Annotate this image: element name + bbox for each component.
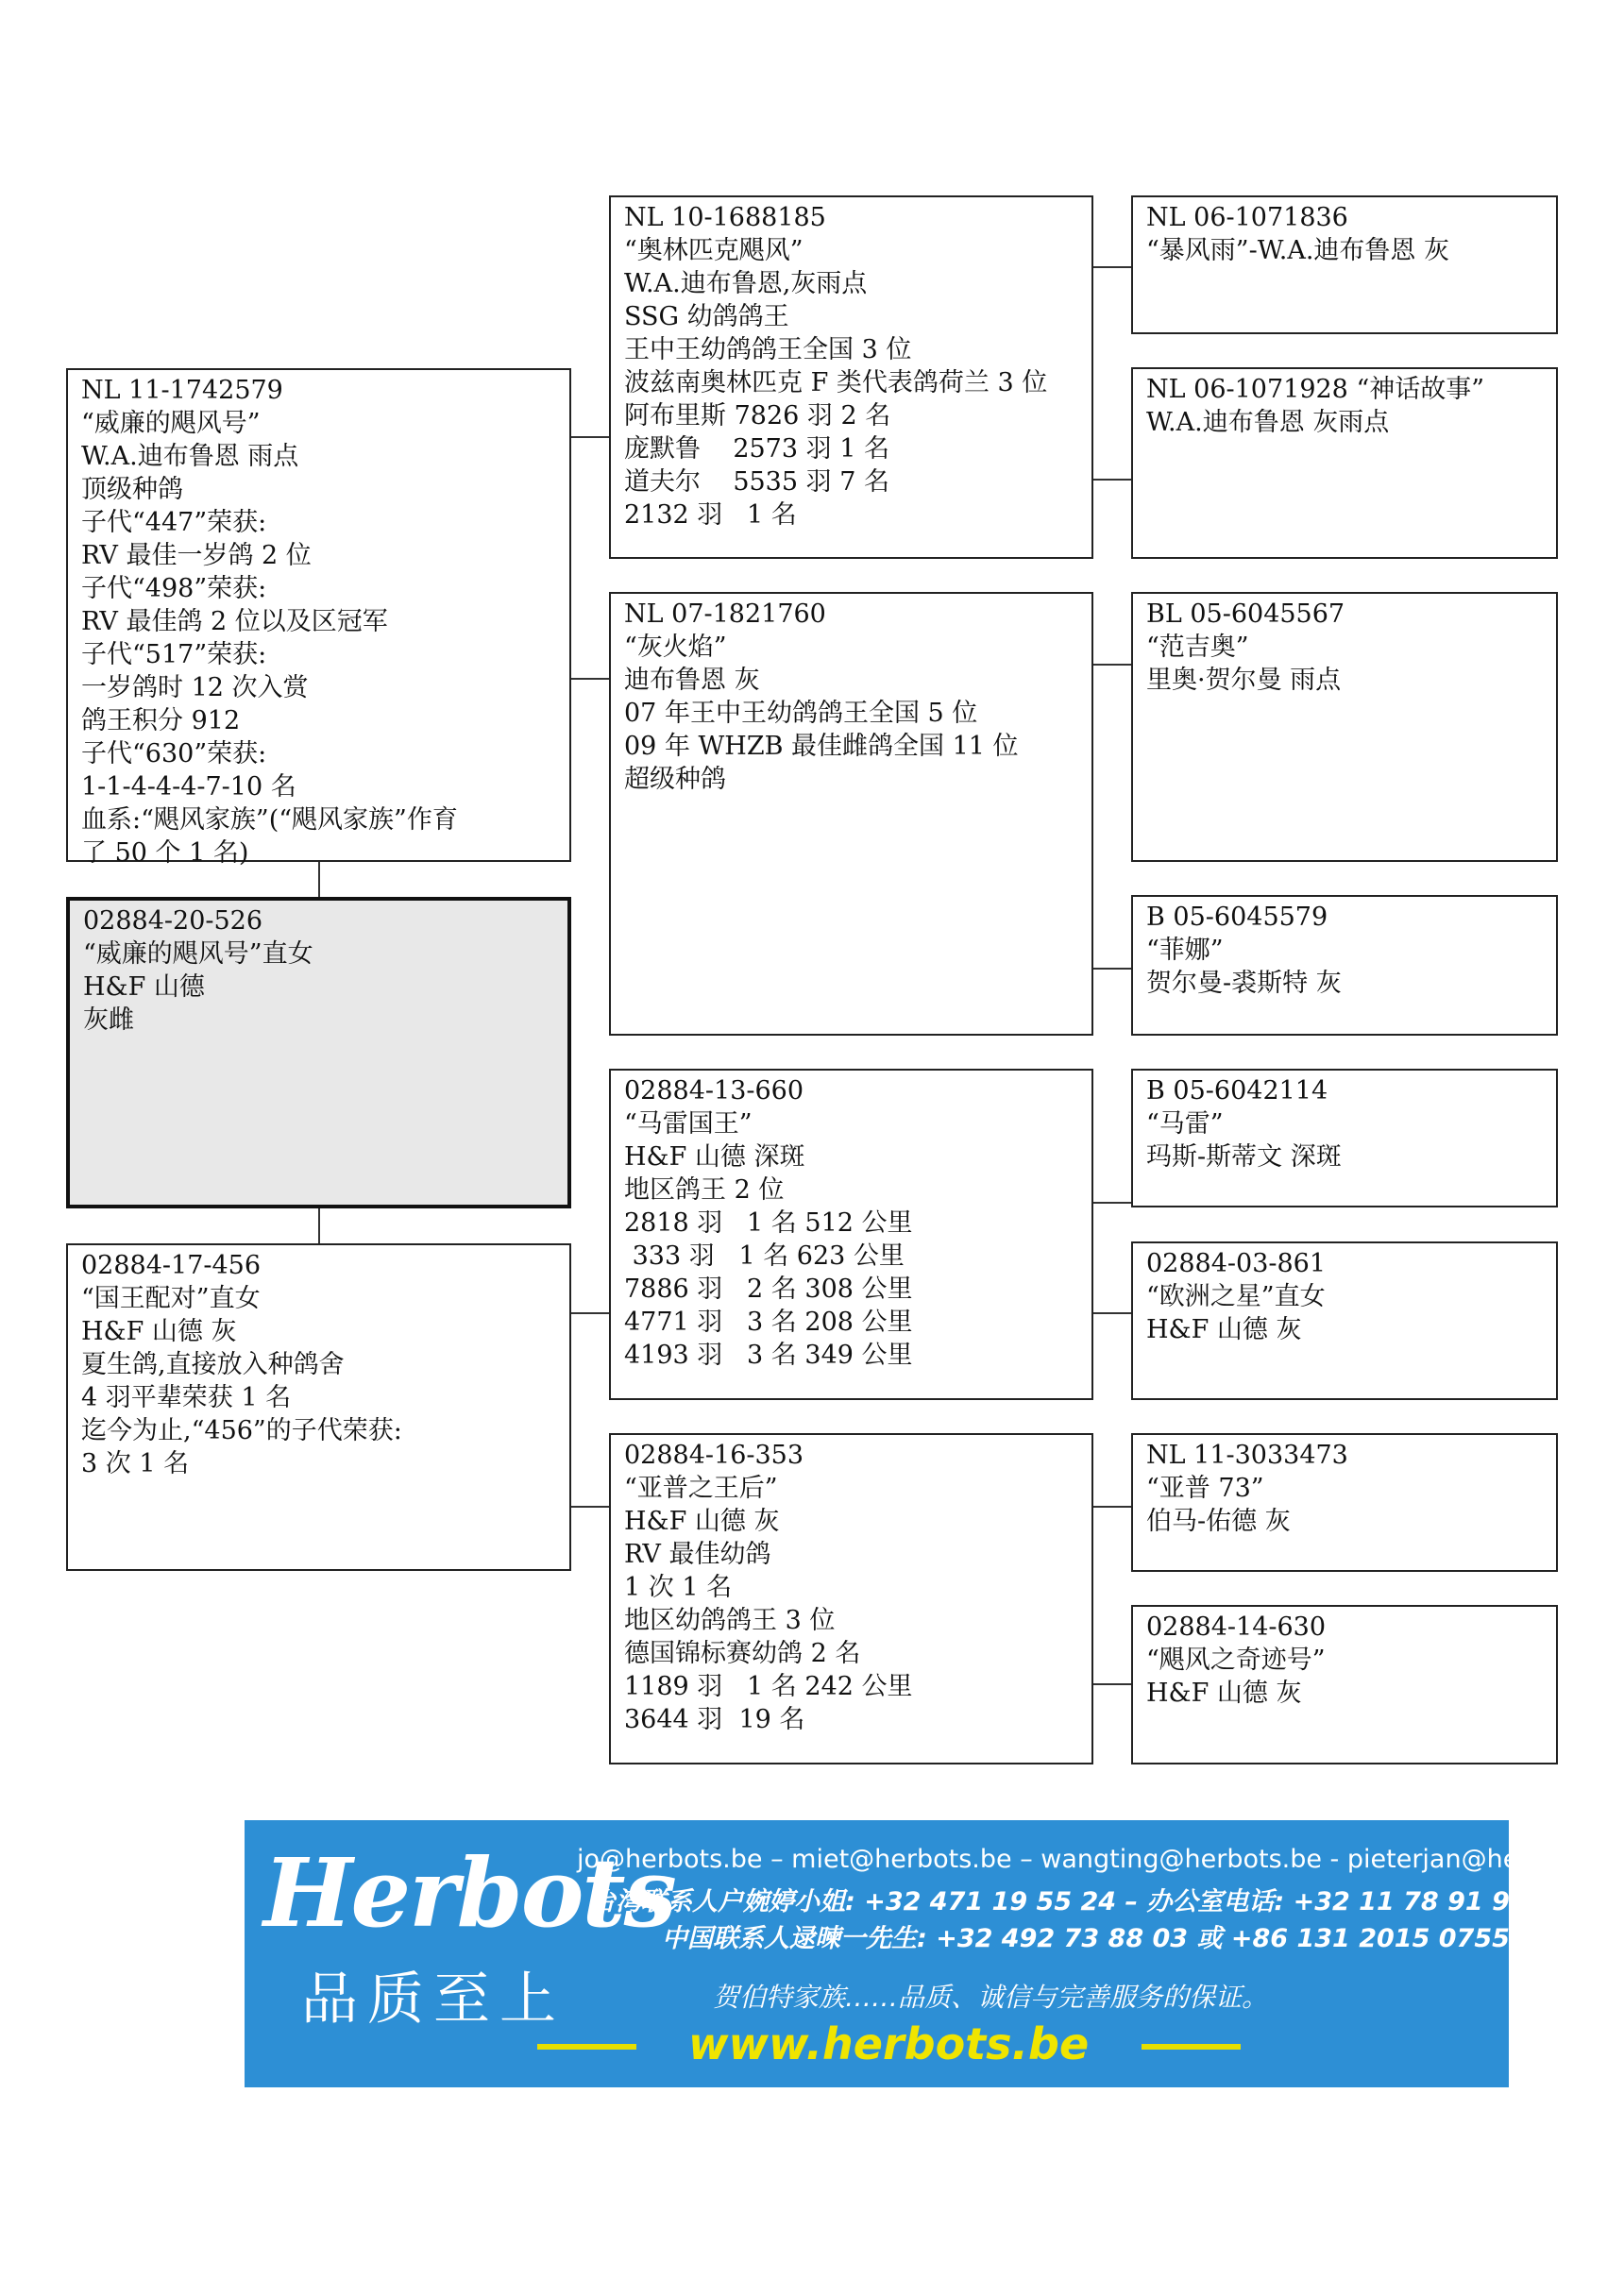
pedigree-line: “马雷国王” <box>624 1109 753 1139</box>
pedigree-line: “灰火焰” <box>624 633 727 662</box>
sire-sire-card <box>609 195 1093 559</box>
ring-number: 02884-14-630 <box>1146 1612 1327 1642</box>
ring-number: NL 06-1071928 “神话故事” <box>1146 375 1485 404</box>
pedigree-line: “范吉奥” <box>1146 633 1249 662</box>
pedigree-line: 德国锦标赛幼鸽 2 名 <box>624 1639 861 1668</box>
ring-number: 02884-20-526 <box>83 906 263 936</box>
herbots-banner <box>245 1820 1624 2087</box>
pedigree-line: 7886 羽 2 名 308 公里 <box>624 1275 913 1304</box>
pedigree-line: RV 最佳鸽 2 位以及区冠军 <box>81 607 388 636</box>
pedigree-line: “欧洲之星”直女 <box>1146 1282 1326 1311</box>
pedigree-line: “马雷” <box>1146 1109 1224 1139</box>
pedigree-line: 3 次 1 名 <box>81 1449 190 1478</box>
pedigree-line: “飓风之奇迹号” <box>1146 1646 1326 1675</box>
ring-number: 02884-17-456 <box>81 1251 262 1280</box>
pedigree-line: 夏生鸽,直接放入种鸽舍 <box>81 1350 345 1379</box>
pedigree-line: 道夫尔 5535 羽 7 名 <box>624 467 889 497</box>
dam-dam-card <box>609 1433 1093 1764</box>
banner-divider-left <box>537 2044 636 2050</box>
pedigree-line: 贺尔曼-裘斯特 灰 <box>1146 969 1342 998</box>
banner-slogan: 品质至上 <box>301 1967 566 2033</box>
pedigree-line: RV 最佳幼鸽 <box>624 1540 771 1569</box>
sire-dam-sire-card <box>1131 592 1558 862</box>
pedigree-line: 一岁鸽时 12 次入赏 <box>81 673 309 702</box>
dam-sire-sire-card <box>1131 1069 1558 1207</box>
pedigree-line: 灰雌 <box>83 1005 134 1035</box>
dam-dam-dam-card <box>1131 1605 1558 1764</box>
banner-contact-tw: 台湾联系人户婉婷小姐: +32 471 19 55 24 – 办公室电话: +32 11 78 91 90 <box>590 1887 1528 1916</box>
pedigree-line: 王中王幼鸽鸽王全国 3 位 <box>624 335 912 364</box>
pedigree-line: 里奥·贺尔曼 雨点 <box>1146 666 1342 695</box>
pedigree-line: 09 年 WHZB 最佳雌鸽全国 11 位 <box>624 732 1019 761</box>
pedigree-line: H&F 山德 灰 <box>624 1507 780 1536</box>
ring-number: NL 07-1821760 <box>624 599 826 629</box>
pedigree-line: H&F 山德 灰 <box>1146 1315 1302 1344</box>
dam-dam-sire-card <box>1131 1433 1558 1572</box>
pedigree-line: 子代“447”荣获: <box>81 508 267 537</box>
pedigree-line: 子代“498”荣获: <box>81 574 267 603</box>
pedigree-line: 顶级种鸽 <box>81 475 183 504</box>
pedigree-line: 迄今为止,“456”的子代荣获: <box>81 1416 402 1445</box>
pedigree-line: “暴风雨”-W.A.迪布鲁恩 灰 <box>1146 236 1450 265</box>
banner-tagline: 贺伯特家族……品质、诚信与完善服务的保证。 <box>713 1982 1269 2013</box>
pedigree-line: “亚普 73” <box>1146 1474 1264 1503</box>
pedigree-line: 1-1-4-4-4-7-10 名 <box>81 772 296 802</box>
ring-number: B 05-6045579 <box>1146 903 1328 932</box>
pedigree-line: 血系:“飓风家族”(“飓风家族”作育 <box>81 805 458 835</box>
ring-number: 02884-16-353 <box>624 1441 804 1470</box>
pedigree-line: W.A.迪布鲁恩 灰雨点 <box>1146 408 1390 437</box>
sire-sire-sire-card <box>1131 195 1558 334</box>
dam-sire-card <box>609 1069 1093 1400</box>
pedigree-line: 1 次 1 名 <box>624 1573 733 1602</box>
pedigree-line: 阿布里斯 7826 羽 2 名 <box>624 401 891 430</box>
pedigree-line: W.A.迪布鲁恩 雨点 <box>81 442 299 471</box>
pedigree-line: RV 最佳一岁鸽 2 位 <box>81 541 312 570</box>
pedigree-line: 2132 羽 1 名 <box>624 500 797 530</box>
banner-url-link[interactable]: www.herbots.be <box>688 2018 1090 2069</box>
pedigree-line: 迪布鲁恩 灰 <box>624 666 760 695</box>
subject-card <box>66 897 571 1208</box>
pedigree-line: 4193 羽 3 名 349 公里 <box>624 1341 913 1370</box>
pedigree-line: 超级种鸽 <box>624 765 726 794</box>
ring-number: 02884-03-861 <box>1146 1249 1327 1278</box>
pedigree-line: 1189 羽 1 名 242 公里 <box>624 1672 913 1701</box>
pedigree-line: “威廉的飓风号” <box>81 409 261 438</box>
ring-number: 02884-13-660 <box>624 1076 804 1106</box>
pedigree-line: 2818 羽 1 名 512 公里 <box>624 1208 913 1238</box>
pedigree-line: SSG 幼鸽鸽王 <box>624 302 789 331</box>
banner-contact-cn: 中国联系人逯暕一先生: +32 492 73 88 03 或 +86 131 2015 0755 <box>662 1924 1510 1953</box>
pedigree-line: 4771 羽 3 名 208 公里 <box>624 1308 913 1337</box>
sire-sire-dam-card <box>1131 367 1558 559</box>
ring-number: NL 11-1742579 <box>81 376 283 405</box>
pedigree-line: “国王配对”直女 <box>81 1284 261 1313</box>
pedigree-line: 4 羽平辈荣获 1 名 <box>81 1383 292 1412</box>
sire-card <box>66 368 571 868</box>
pedigree-line: 333 羽 1 名 623 公里 <box>624 1241 905 1271</box>
pedigree-line: 伯马-佑德 灰 <box>1146 1507 1291 1536</box>
banner-divider-right <box>1142 2044 1241 2050</box>
pedigree-line: “亚普之王后” <box>624 1474 778 1503</box>
pedigree-line: “奥林匹克飓风” <box>624 236 804 265</box>
pedigree-line: H&F 山德 深斑 <box>624 1142 805 1172</box>
pedigree-line: 庞默鲁 2573 羽 1 名 <box>624 434 889 464</box>
pedigree-line: 鸽王积分 912 <box>81 706 241 735</box>
pedigree-line: 波兹南奥林匹克 F 类代表鸽荷兰 3 位 <box>624 368 1048 397</box>
dam-card <box>66 1243 571 1571</box>
pedigree-line: 07 年王中王幼鸽鸽王全国 5 位 <box>624 699 978 728</box>
pedigree-line: “威廉的飓风号”直女 <box>83 939 313 969</box>
pedigree-line: H&F 山德 灰 <box>81 1317 237 1346</box>
pedigree-line: H&F 山德 灰 <box>1146 1679 1302 1708</box>
ring-number: BL 05-6045567 <box>1146 599 1345 629</box>
pedigree-line: 玛斯-斯蒂文 深斑 <box>1146 1142 1342 1172</box>
pedigree-line: 子代“517”荣获: <box>81 640 267 669</box>
sire-dam-card <box>609 592 1093 1036</box>
pedigree-line: 地区鸽王 2 位 <box>624 1175 785 1205</box>
pedigree-line: W.A.迪布鲁恩,灰雨点 <box>624 269 868 298</box>
ring-number: NL 06-1071836 <box>1146 203 1348 232</box>
ring-number: NL 10-1688185 <box>624 203 826 232</box>
banner-emails[interactable]: jo@herbots.be – miet@herbots.be – wangting@herbots.be - pieterjan@herbots.be <box>577 1845 1624 1874</box>
pedigree-line: 地区幼鸽鸽王 3 位 <box>624 1606 836 1635</box>
pedigree-line: “菲娜” <box>1146 936 1224 965</box>
ring-number: B 05-6042114 <box>1146 1076 1328 1106</box>
sire-dam-dam-card <box>1131 895 1558 1036</box>
pedigree-line: H&F 山德 <box>83 972 205 1002</box>
ring-number: NL 11-3033473 <box>1146 1441 1348 1470</box>
herbots-logo: Herbots <box>263 1837 675 1949</box>
pedigree-line: 3644 羽 19 名 <box>624 1705 805 1734</box>
pedigree-line: 了 50 个 1 名) <box>81 838 249 868</box>
dam-sire-dam-card <box>1131 1241 1558 1400</box>
pedigree-line: 子代“630”荣获: <box>81 739 267 768</box>
